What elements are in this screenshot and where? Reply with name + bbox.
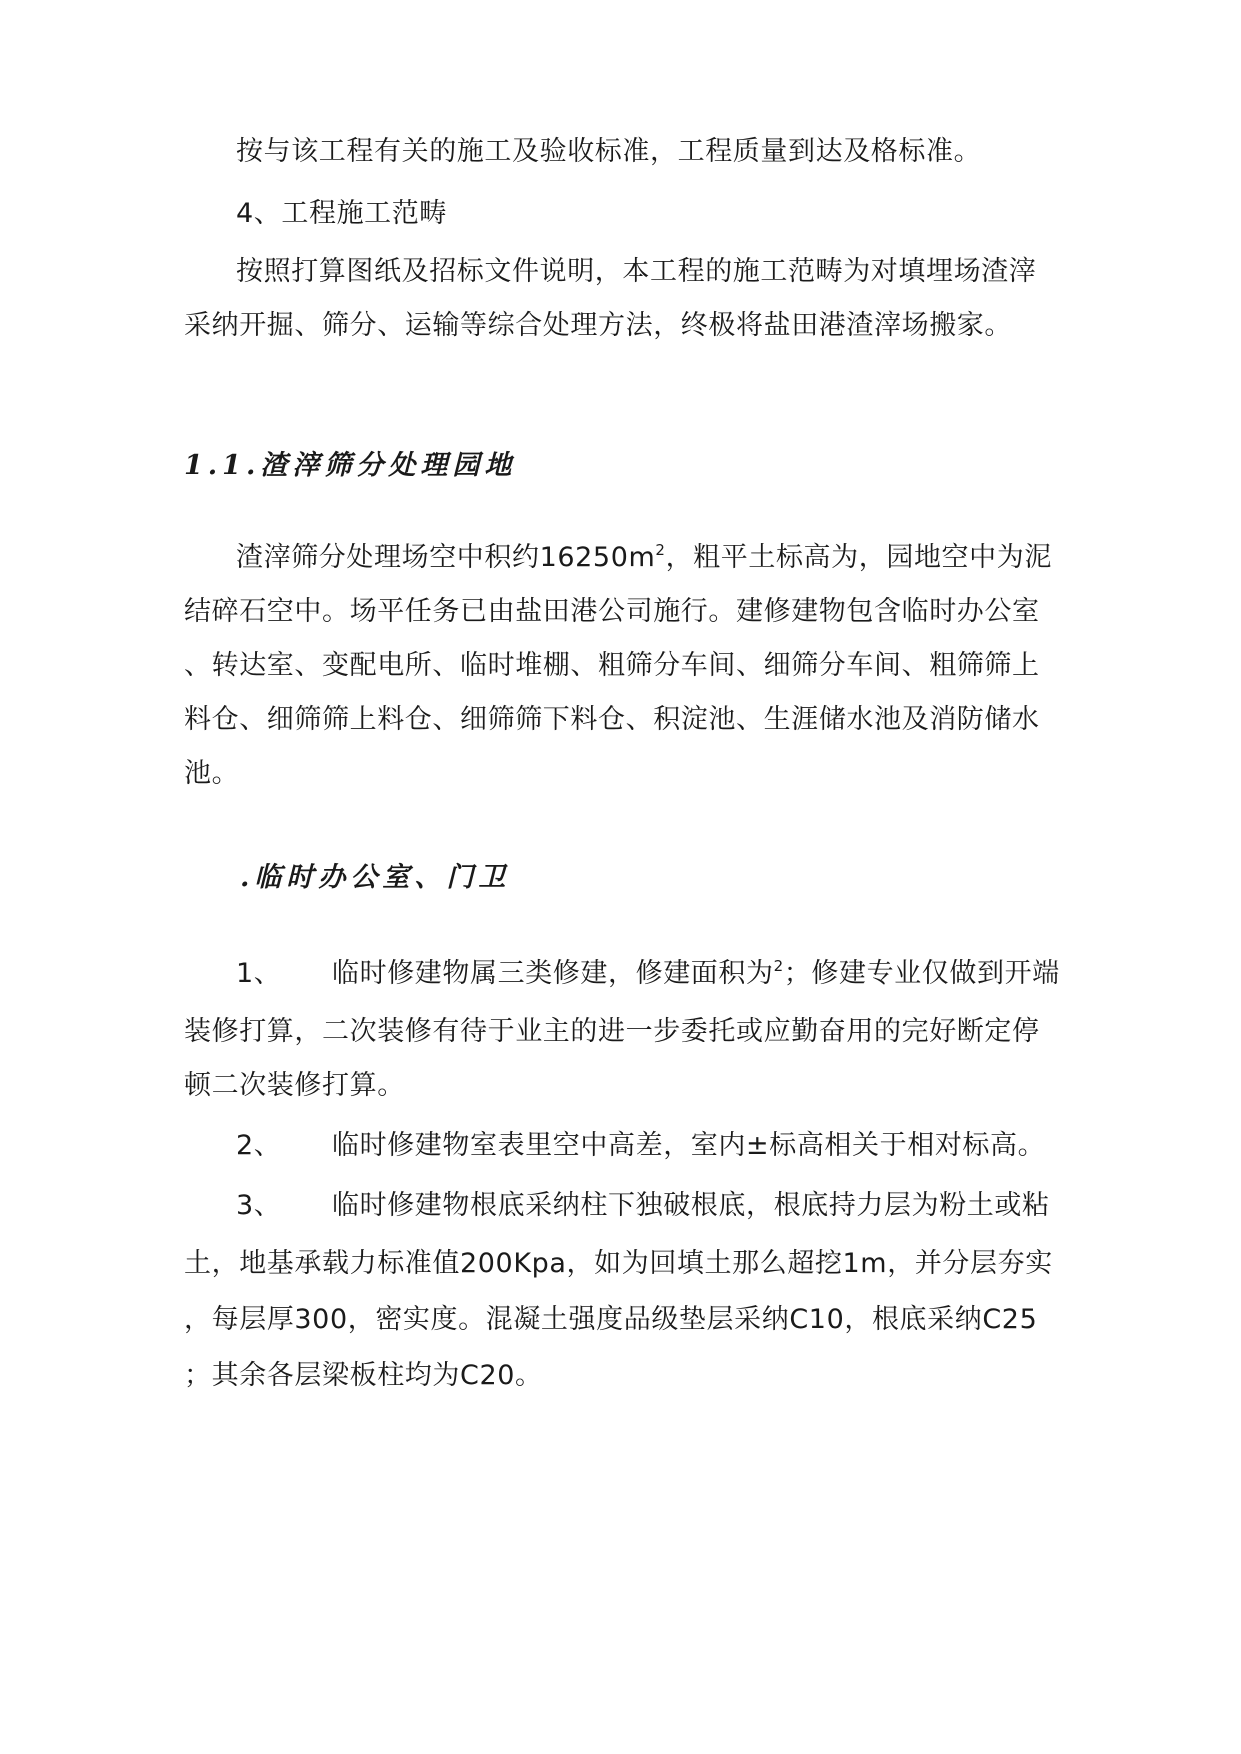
section-1-1-line-1-rest: ，粗平土标高为，园地空中为泥 [665, 542, 1052, 573]
section-1-1-line-5: 池。 [184, 758, 240, 789]
item-1-line-3: 顿二次装修打算。 [184, 1070, 405, 1101]
section-4-line-1: 按照打算图纸及招标文件说明，本工程的施工范畴为对填埋场渣滓 [236, 256, 1037, 287]
item-3-line-3: ，每层厚300，密实度。混凝土强度品级垫层采纳C10，根底采纳C25 [184, 1304, 1038, 1335]
item-1-line-1-text: 临时修建物属三类修建，修建面积为 [332, 958, 774, 989]
item-1-line-1 [236, 956, 1060, 992]
item-2-line-1-text: 临时修建物室表里空中高差，室内±标高相关于相对标高。 [332, 1130, 1046, 1161]
item-2-number: 2、 [236, 1130, 282, 1161]
section-1-1-line-1 [236, 540, 1052, 576]
item-3-line-2: 土，地基承载力标准值200Kpa，如为回填土那么超挖1m，并分层夯实 [184, 1248, 1053, 1279]
item-1-line-1-rest: ；修建专业仅做到开端 [783, 958, 1060, 989]
section-1-1-heading: 1.1.渣滓筛分处理园地 [184, 450, 517, 481]
section-1-1-line-2: 结碎石空中。场平任务已由盐田港公司施行。建修建物包含临时办公室 [184, 596, 1040, 627]
item-1-number: 1、 [236, 958, 282, 989]
item-2-line-1 [236, 1128, 1045, 1164]
item-3-line-4: ；其余各层梁板柱均为C20。 [184, 1360, 543, 1391]
section-1-1-line-1-text: 渣滓筛分处理场空中积约16250m [236, 542, 656, 573]
section-1-1-line-3: 、转达室、变配电所、临时堆棚、粗筛分车间、细筛分车间、粗筛筛上 [184, 650, 1040, 681]
intro-line-1: 按与该工程有关的施工及验收标准，工程质量到达及格标准。 [236, 136, 982, 167]
item-3-line-1-text: 临时修建物根底采纳柱下独破根底，根底持力层为粉土或粘 [332, 1190, 1050, 1221]
item-3-line-1 [236, 1188, 1050, 1224]
subsection-office-heading: .临时办公室、门卫 [240, 862, 511, 893]
item-1-line-2: 装修打算，二次装修有待于业主的进一步委托或应勤奋用的完好断定停 [184, 1016, 1040, 1047]
section-1-1-line-4: 料仓、细筛筛上料仓、细筛筛下料仓、积淀池、生涯储水池及消防储水 [184, 704, 1040, 735]
section-4-line-2: 采纳开掘、筛分、运输等综合处理方法，终极将盐田港渣滓场搬家。 [184, 310, 1012, 341]
superscript-2: 2 [655, 541, 666, 559]
superscript-2: 2 [773, 957, 784, 975]
item-3-number: 3、 [236, 1190, 282, 1221]
section-4-heading: 4、工程施工范畴 [236, 198, 447, 229]
